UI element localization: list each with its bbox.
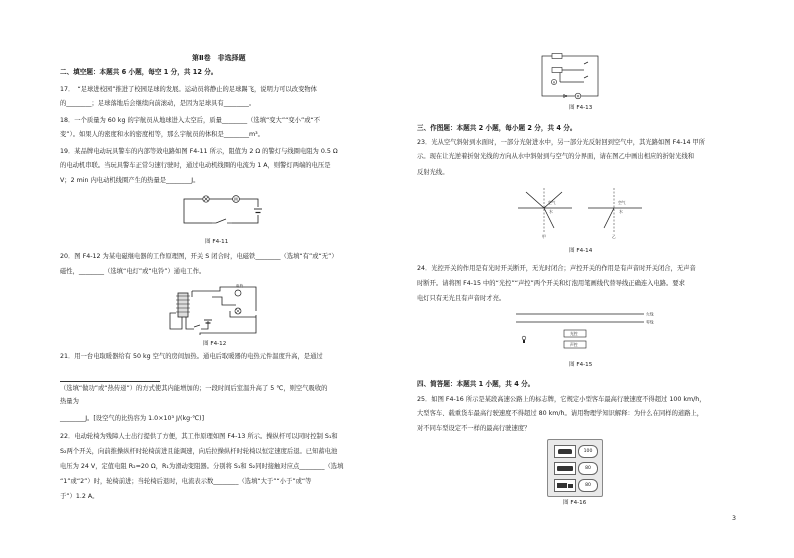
figure-f4-16-speed-sign [547,439,603,497]
water-label: 水 [619,209,623,214]
battery-symbol [253,207,262,215]
section3-title: 三、作图题：本题共 2 小题，每小题 2 分，共 4 分。 [417,124,577,132]
q22-line2: S₂两个开关，向前推操纵杆时轮椅前进且能调速，向后拉操纵杆时轮椅以恒定速度后退。已知蓄电池 [60,448,338,455]
label-jia: 甲 [542,234,546,239]
q25-line1: 25．如图 F4-16 所示是某段高速公路上的标志牌，它规定小型客车最高行驶速度不得超过 100 km/h， [417,396,706,403]
page-title: 第Ⅱ卷 非选择题 [192,54,246,62]
figure-f4-11-caption: 图 F4-11 [205,239,229,245]
q23-line2: 示。现在让光逆着折射光线的方向从水中斜射到与空气的分界面，请在图乙中画出相应的折射光线和 [417,153,695,160]
figure-f4-11-circuit [182,193,262,229]
lamp-symbol [235,308,241,314]
q21-answer-blank [60,381,160,382]
page-number: 3 [732,515,737,522]
speed-limit-truck: 80 [578,479,598,492]
speed-limit-bus: 80 [578,462,598,475]
truck-icon [554,479,576,492]
q24-line2: 时断开。请将图 F4-15 中的“光控”“声控”两个开关和灯泡用笔画线代替导线正确连入电路。要求 [417,280,685,287]
light-control-label: 光控 [570,331,578,336]
air-label: 空气 [548,200,556,205]
bell-symbol [235,283,244,296]
svg-text:M: M [234,197,238,202]
svg-text:A: A [552,80,556,85]
q21-line2: （选填“做功”或“热传递”）的方式使其内能增加的；一段时间后室温升高了 5 ℃，则空气吸收的 [60,385,328,392]
q21-line3: 热量为 [60,398,79,405]
neutral-wire-label: 零线 [646,319,654,325]
speed-limit-car: 100 [578,445,598,458]
sound-control-label: 声控 [570,342,578,347]
q21-line4: ________J。[设空气的比热容为 1.0×10³ J/(kg·℃)] [60,415,205,422]
q22-line5: 于”）1.2 A。 [60,493,99,500]
bus-icon [554,462,576,475]
svg-text:M: M [576,94,580,99]
switch-symbol [212,219,232,226]
figure-f4-15-caption: 图 F4-15 [569,362,593,368]
bulb-icon [522,336,526,343]
q21-line1: 21．用一台电取暖器给有 50 kg 空气的房间加热。通电后取暖器的电热元件温度升高，是通过 [60,353,323,360]
air-label: 空气 [618,200,626,205]
figure-f4-13-caption: 图 F4-13 [569,105,593,111]
car-icon [554,445,576,458]
motor-symbol [233,196,240,203]
figure-f4-15-wiring [512,308,682,358]
figure-f4-14-light-refraction [516,186,646,242]
q24-line1: 24．光控开关的作用是有光时开关断开，无光时闭合；声控开关的作用是有声音时开关闭合，无声音 [417,265,696,272]
q22-line1: 22．电动轮椅为残障人士出行提供了方便，其工作原理如图 F4-13 所示。操纵杆可以同时控制 S₁和 [60,433,338,440]
q25-line3: 对不同车型设定不一样的最高行驶速度？ [417,425,531,432]
water-label: 水 [549,209,553,214]
q18-line2: 变”）。如果人的密度和水的密度相等，那么宇航员的体积是________m³。 [60,131,264,138]
q17-line1: 17． “足球进校园”推进了校园足球的发展。运动员将静止的足球踢飞，说明力可以改变物体 [60,86,317,93]
q23-line1: 23．光从空气斜射到水面时，一部分光射进水中，另一部分光反射回到空气中，其光路如图 F4-14 甲所 [417,139,706,146]
q24-line3: 电灯只有无光且有声音时才亮。 [417,295,506,302]
q18-line1: 18．一个质量为 60 kg 的宇航员从地球进入太空后，质量________（选填“变大”“变小”或“不 [60,117,321,124]
figure-f4-13-wheelchair-circuit [538,50,604,102]
q19-line2: 的电动机串联。当玩具警车正常匀速行驶时，通过电动机线圈的电流为 1 A，则警灯两端的电压是 [60,162,331,169]
q17-line2: 的________；足球落地后会继续向前滚动，是因为足球具有________。 [60,100,256,107]
section2-title: 二、填空题：本题共 6 小题，每空 1 分，共 12 分。 [60,68,218,76]
q19-line3: V；2 min 内电动机线圈产生的热量是________J。 [60,177,200,184]
lamp-symbol [203,196,209,202]
figure-f4-12-relay [160,283,270,339]
r2-resistor [552,68,562,73]
q22-line3: 电压为 24 V，定值电阻 R₂=20 Ω，R₁为滑动变阻器。分别将 S₁和 S₂同时接触对应点________（选填 [60,463,344,470]
figure-f4-12-caption: 图 F4-12 [203,341,227,347]
q23-line3: 反射光线。 [417,169,449,176]
bell-label: 电铃 [236,284,244,288]
label-yi: 乙 [612,234,616,239]
q22-line4: “1”或“2”）时，轮椅前进；当轮椅后退时，电流表示数________（选填“大于”“小于”或“等 [60,478,312,485]
live-wire-label: 火线 [646,311,654,317]
q20-line2: 磁性，________（选填“电灯”或“电铃”）通电工作。 [60,268,206,275]
diagram-jia [518,188,572,239]
q19-line1: 19．某品牌电动玩具警车的内部等效电路如图 F4-11 所示，阻值为 2 Ω 的警灯与线圈电阻为 0.5 Ω [60,148,338,155]
section4-title: 四、简答题：本题共 1 小题，共 4 分。 [417,380,535,388]
r1-resistor [552,54,562,59]
figure-f4-14-caption: 图 F4-14 [569,248,593,254]
diagram-yi [588,188,642,239]
figure-f4-16-caption: 图 F4-16 [563,500,587,506]
q25-line2: 大型客车、载重货车最高行驶速度不得超过 80 km/h。请用物理学知识解释：为什么在同样的道路上， [417,410,704,417]
q20-line1: 20．图 F4-12 为某电磁继电器的工作原理图，开关 S 闭合时，电磁铁________（选填“有”或“无”） [60,253,338,260]
